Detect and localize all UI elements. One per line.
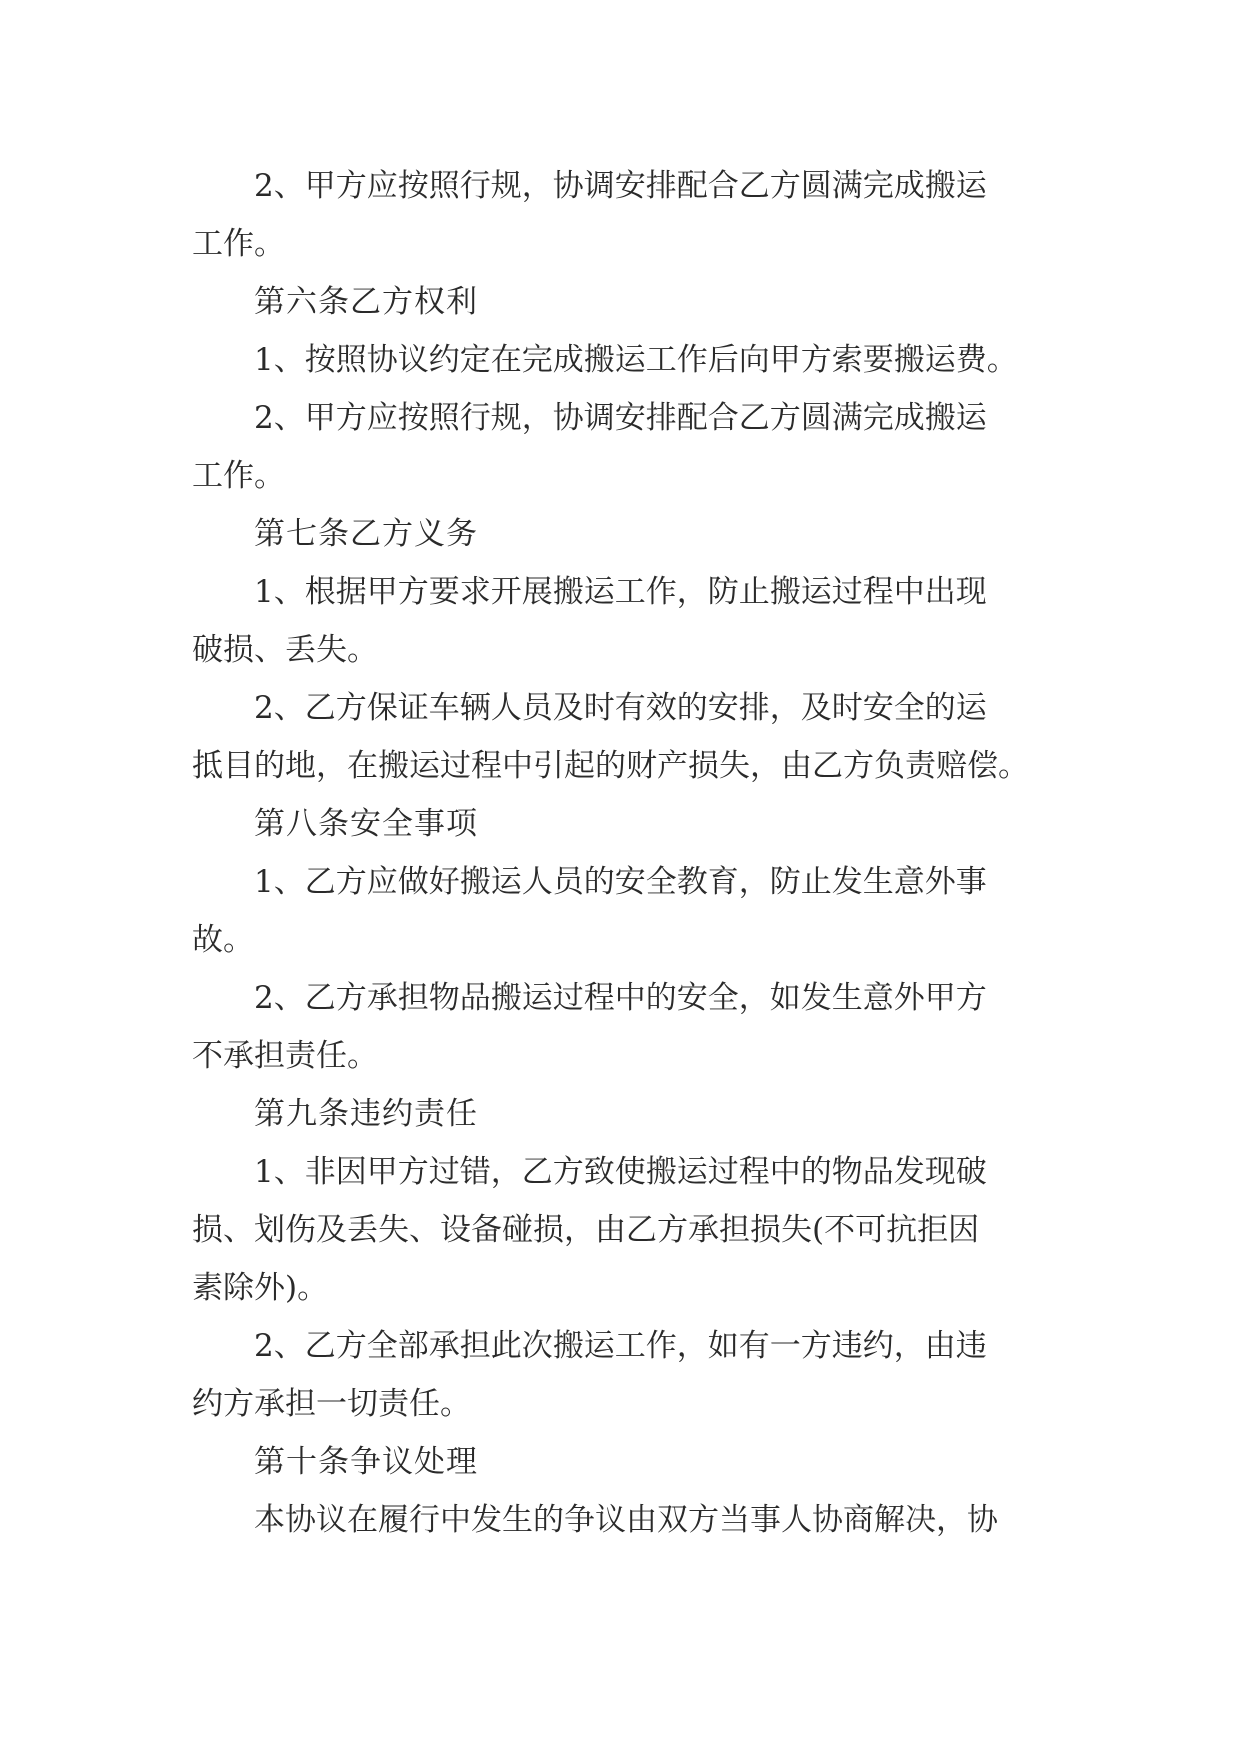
paragraph-line: 工作。 (192, 458, 285, 494)
paragraph-line: 2、甲方应按照行规，协调安排配合乙方圆满完成搬运 (254, 400, 987, 436)
paragraph-line: 抵目的地，在搬运过程中引起的财产损失，由乙方负责赔偿。 (192, 748, 1029, 784)
document-body (192, 157, 1052, 1549)
paragraph-line: 本协议在履行中发生的争议由双方当事人协商解决，协 (254, 1502, 998, 1538)
paragraph-line: 2、乙方承担物品搬运过程中的安全，如发生意外甲方 (254, 980, 987, 1016)
paragraph-line: 2、乙方全部承担此次搬运工作，如有一方违约，由违 (254, 1328, 987, 1364)
section-heading-article-10: 第十条争议处理 (254, 1444, 478, 1480)
paragraph-line: 1、按照协议约定在完成搬运工作后向甲方索要搬运费。 (254, 342, 1018, 378)
section-heading-article-6: 第六条乙方权利 (254, 284, 478, 320)
paragraph-line: 损、划伤及丢失、设备碰损，由乙方承担损失(不可抗拒因 (192, 1212, 980, 1248)
paragraph-line: 1、非因甲方过错，乙方致使搬运过程中的物品发现破 (254, 1154, 987, 1190)
paragraph-line: 故。 (192, 922, 254, 958)
paragraph-line: 2、甲方应按照行规，协调安排配合乙方圆满完成搬运 (254, 168, 987, 204)
paragraph-line: 工作。 (192, 226, 285, 262)
paragraph-line: 约方承担一切责任。 (192, 1386, 471, 1422)
paragraph-line: 素除外)。 (192, 1270, 329, 1306)
paragraph-line: 2、乙方保证车辆人员及时有效的安排，及时安全的运 (254, 690, 987, 726)
section-heading-article-8: 第八条安全事项 (254, 806, 478, 842)
paragraph-line: 1、乙方应做好搬运人员的安全教育，防止发生意外事 (254, 864, 987, 900)
paragraph-line: 不承担责任。 (192, 1038, 378, 1074)
section-heading-article-9: 第九条违约责任 (254, 1096, 478, 1132)
section-heading-article-7: 第七条乙方义务 (254, 516, 478, 552)
paragraph-line: 1、根据甲方要求开展搬运工作，防止搬运过程中出现 (254, 574, 987, 610)
paragraph-line: 破损、丢失。 (192, 632, 378, 668)
